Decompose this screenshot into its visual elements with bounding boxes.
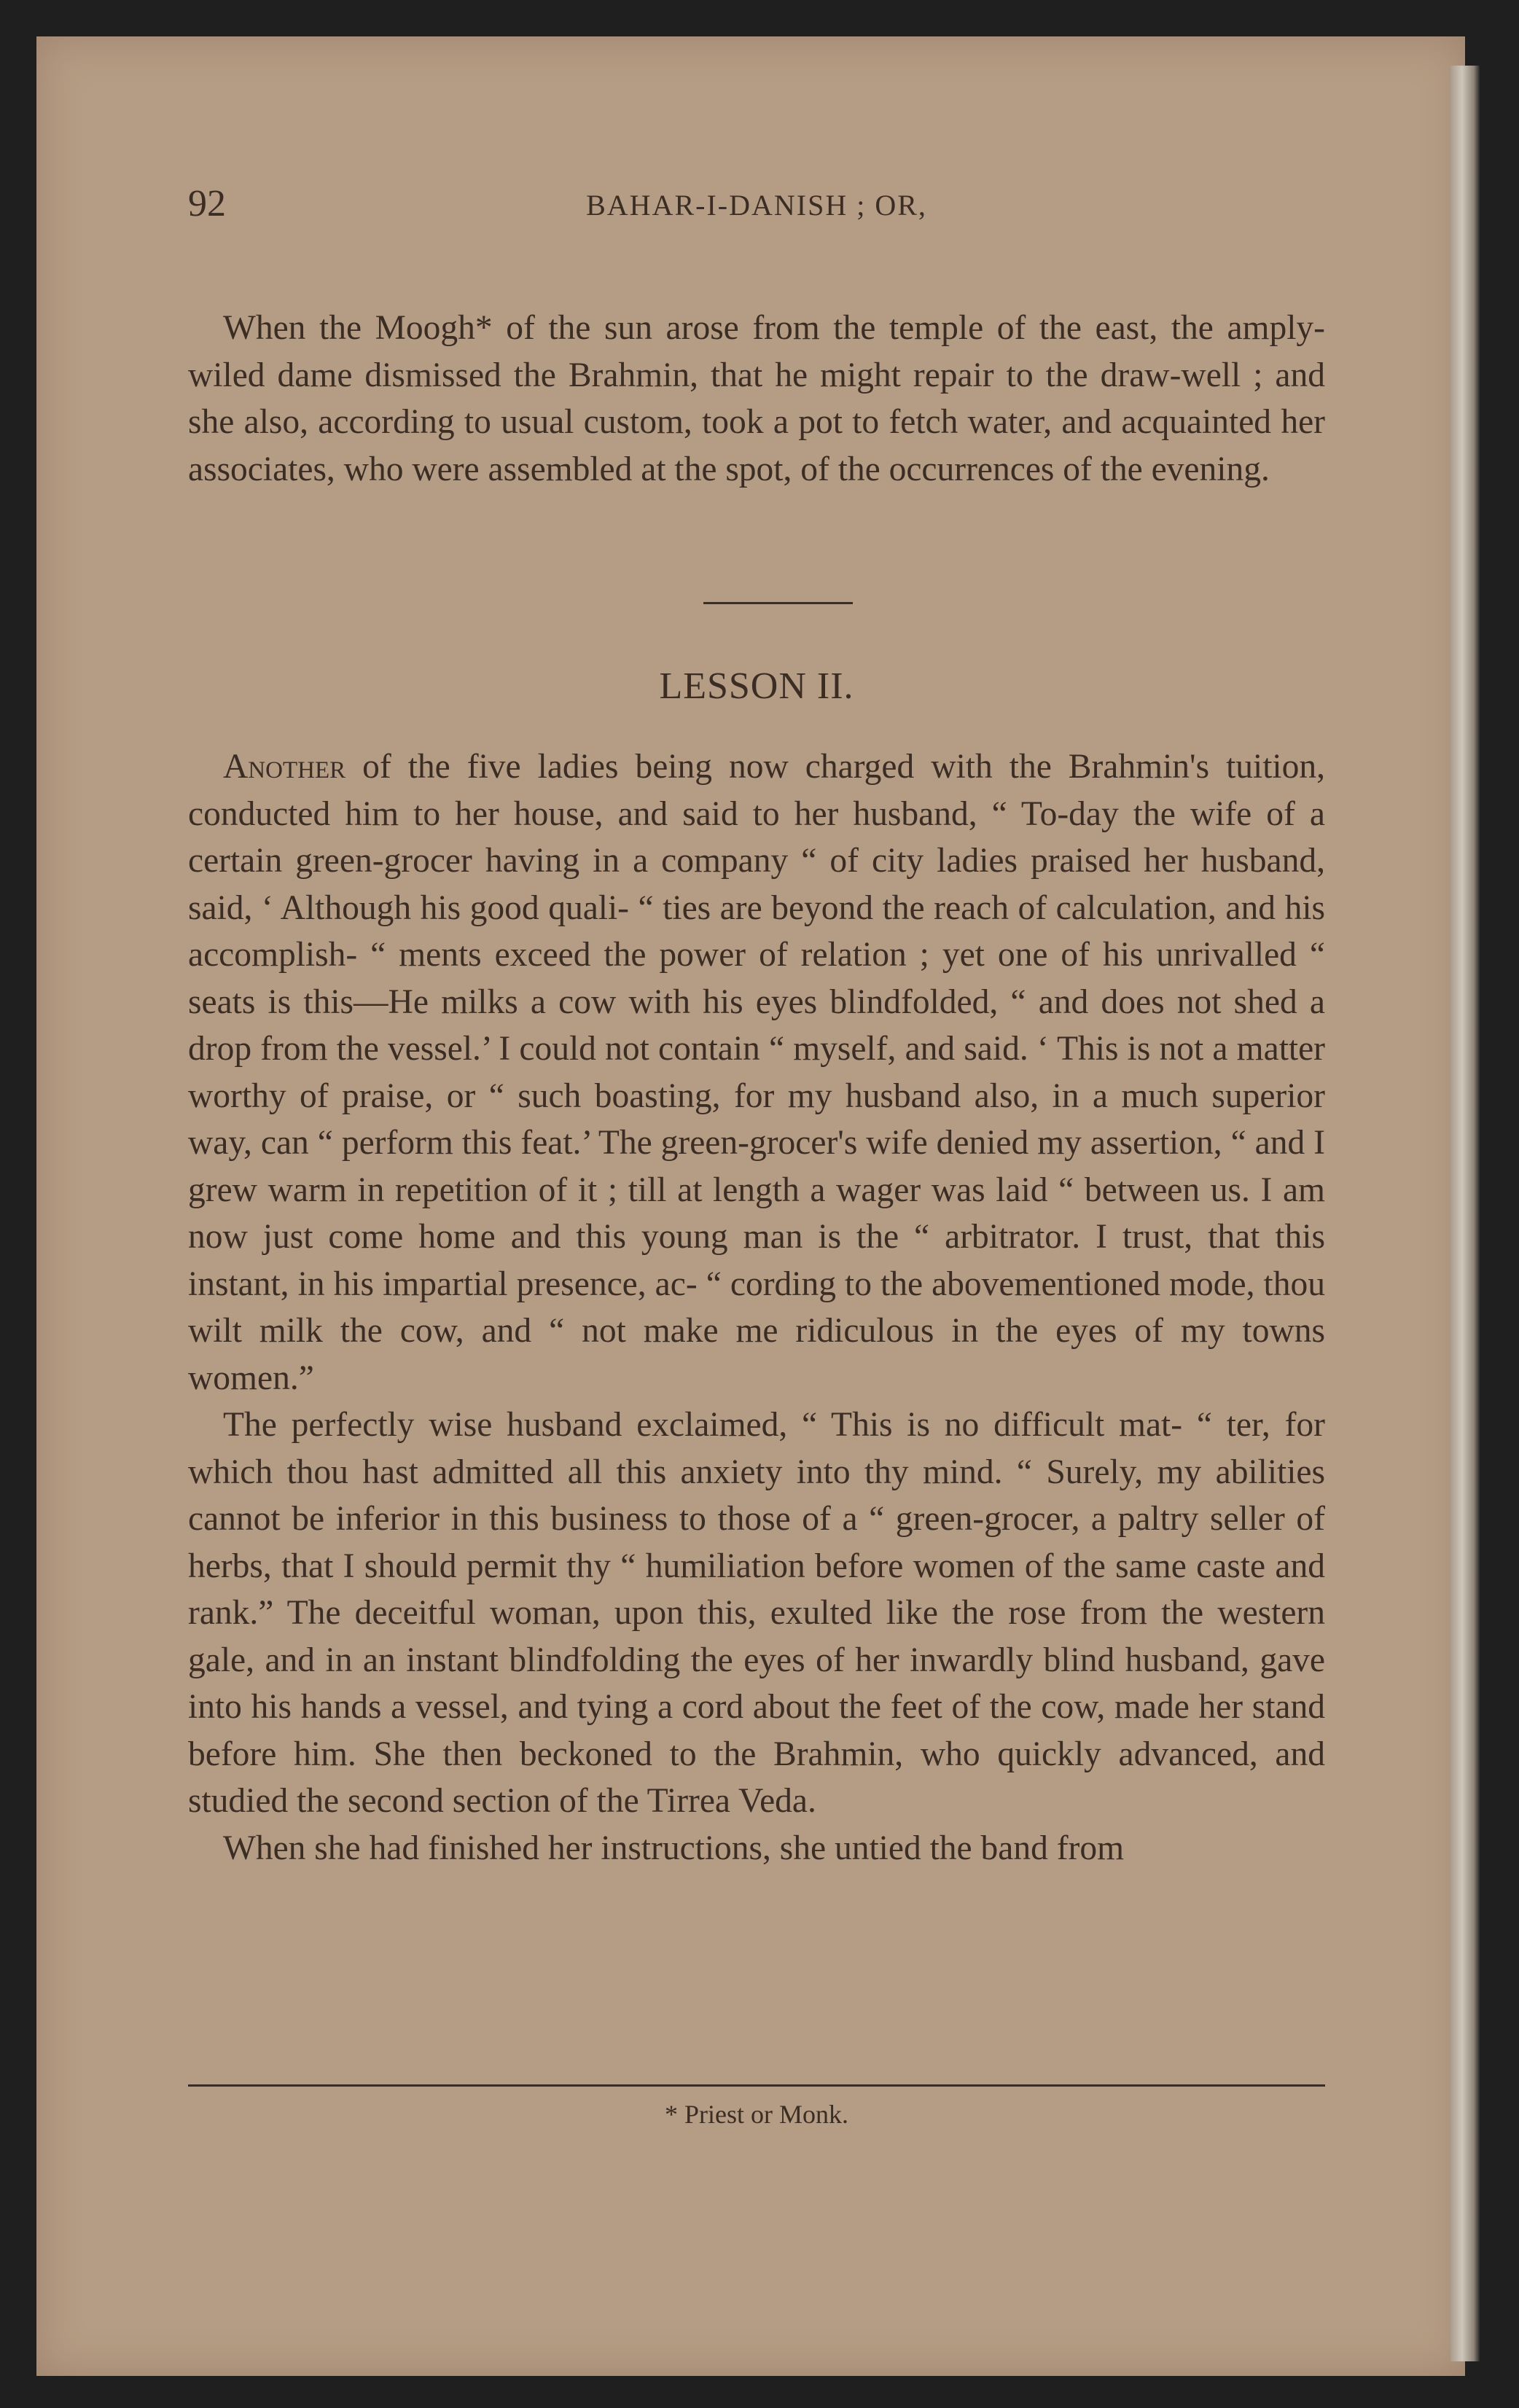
opening-paragraph-block bbox=[188, 305, 1325, 493]
lesson-paragraph bbox=[188, 743, 1325, 1402]
lesson-heading: LESSON II. bbox=[659, 665, 854, 707]
torn-page-edge bbox=[1450, 66, 1480, 2361]
paragraph-text: When she had finished her instructions, she untied the band from bbox=[223, 1829, 1125, 1867]
lead-word: Another bbox=[223, 748, 346, 786]
lesson-paragraph bbox=[188, 1402, 1325, 1825]
running-head: BAHAR-I-DANISH ; OR, bbox=[586, 189, 927, 222]
lesson-body bbox=[188, 743, 1325, 1872]
lesson-paragraph bbox=[188, 1825, 1325, 1872]
footnote-divider bbox=[188, 2084, 1325, 2087]
footnote: * Priest or Monk. bbox=[665, 2100, 848, 2129]
paragraph-text: The perfectly wise husband exclaimed, “ This is no difficult mat- “ ter, for which thou hast admitted all this anxiety into thy mind. “ Surely, my abilities cannot be inferior in this business to those of a “ green-grocer, a paltry seller of herbs, that I should permit thy “ humiliation before women of the same caste and rank.” The deceitful woman, upon this, exulted like the rose from the western gale, and in an instant blindfolding the eyes of her inwardly blind husband, gave into his hands a vessel, and tying a cord about the feet of the cow, made her stand before him. She then beckoned to the Brahmin, who quickly advanced, and studied the second section of the Tirrea Veda. bbox=[188, 1406, 1325, 1820]
opening-paragraph: When the Moogh* of the sun arose from the temple of the east, the amply-wiled dame dismissed the Brahmin, that he might repair to the draw-well ; and she also, according to usual custom, took a pot to fetch water, and acquainted her associates, who were assembled at the spot, of the occurrences of the evening. bbox=[188, 309, 1325, 488]
paragraph-text: of the five ladies being now charged with the Brahmin's tuition, conducted him to her house, and said to her husband, “ To-day the wife of a certain green-grocer having in a company “ of city ladies praised her husband, said, ‘ Although his good quali- “ ties are beyond the reach of calculation, and his accomplish- “ ments exceed the power of relation ; yet one of his unrivalled “ seats is this—He milks a cow with his eyes blindfolded, “ and does not shed a drop from the vessel.’ I could not contain “ myself, and said. ‘ This is not a matter worthy of praise, or “ such boasting, for my husband also, in a much superior way, can “ perform this feat.’ The green-grocer's wife denied my assertion, “ and I grew warm in repetition of it ; till at length a wager was laid “ between us. I am now just come home and this young man is the “ arbitrator. I trust, that this instant, in his impartial presence, ac- “ cording to the abovementioned mode, thou wilt milk the cow, and “ not make me ridiculous in the eyes of my towns women.” bbox=[188, 748, 1325, 1397]
page-header bbox=[188, 182, 1325, 241]
page-number: 92 bbox=[188, 183, 226, 224]
section-divider bbox=[703, 602, 853, 604]
